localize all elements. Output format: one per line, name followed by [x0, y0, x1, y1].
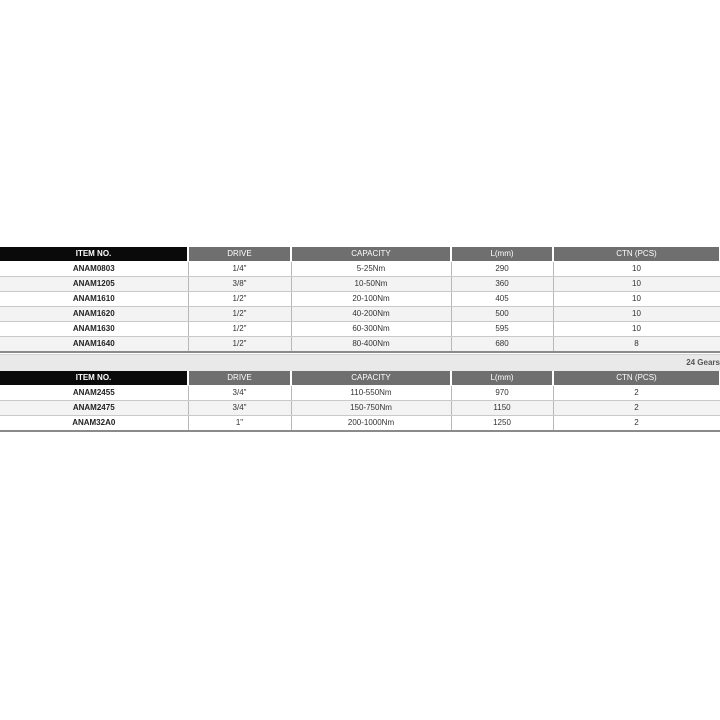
cell-ctn: 10: [553, 262, 720, 277]
cell-drive: 3/4": [188, 386, 291, 401]
cell-ctn: 2: [553, 401, 720, 416]
cell-capacity: 60-300Nm: [291, 322, 451, 337]
table-header-row: [0, 247, 720, 262]
cell-capacity: 110-550Nm: [291, 386, 451, 401]
table-row: [0, 277, 720, 292]
cell-item-no: ANAM32A0: [0, 416, 188, 432]
cell-drive: 1/4": [188, 262, 291, 277]
header-length: L(mm): [451, 247, 553, 262]
large-torque-wrench-spec-table: [0, 371, 720, 432]
header-drive: DRIVE: [188, 247, 291, 262]
cell-ctn: 2: [553, 386, 720, 401]
cell-drive: 1/2": [188, 322, 291, 337]
cell-item-no: ANAM0803: [0, 262, 188, 277]
header-drive: DRIVE: [188, 371, 291, 386]
cell-ctn: 8: [553, 337, 720, 353]
cell-ctn: 10: [553, 322, 720, 337]
cell-drive: 1/2": [188, 307, 291, 322]
header-capacity: CAPACITY: [291, 371, 451, 386]
cell-drive: 3/8": [188, 277, 291, 292]
cell-drive: 3/4": [188, 401, 291, 416]
cell-capacity: 20-100Nm: [291, 292, 451, 307]
cell-item-no: ANAM1205: [0, 277, 188, 292]
cell-ctn: 10: [553, 292, 720, 307]
header-ctn: CTN (PCS): [553, 371, 720, 386]
cell-item-no: ANAM1620: [0, 307, 188, 322]
cell-length: 595: [451, 322, 553, 337]
table-header-row: [0, 371, 720, 386]
cell-ctn: 2: [553, 416, 720, 432]
cell-capacity: 200-1000Nm: [291, 416, 451, 432]
cell-ctn: 10: [553, 307, 720, 322]
section-note: 24 Gears: [686, 358, 720, 367]
cell-length: 1150: [451, 401, 553, 416]
cell-capacity: 40-200Nm: [291, 307, 451, 322]
cell-ctn: 10: [553, 277, 720, 292]
cell-capacity: 150-750Nm: [291, 401, 451, 416]
table-row: [0, 322, 720, 337]
cell-item-no: ANAM1640: [0, 337, 188, 353]
table-row: [0, 292, 720, 307]
header-length: L(mm): [451, 371, 553, 386]
cell-length: 360: [451, 277, 553, 292]
header-ctn: CTN (PCS): [553, 247, 720, 262]
cell-capacity: 10-50Nm: [291, 277, 451, 292]
cell-length: 1250: [451, 416, 553, 432]
header-item-no: ITEM NO.: [0, 247, 188, 262]
cell-item-no: ANAM2475: [0, 401, 188, 416]
table-row: [0, 416, 720, 432]
cell-capacity: 5-25Nm: [291, 262, 451, 277]
cell-length: 500: [451, 307, 553, 322]
table-row: [0, 401, 720, 416]
cell-item-no: ANAM1610: [0, 292, 188, 307]
header-capacity: CAPACITY: [291, 247, 451, 262]
table-row: [0, 307, 720, 322]
cell-drive: 1/2": [188, 337, 291, 353]
cell-length: 405: [451, 292, 553, 307]
table-row: [0, 262, 720, 277]
cell-length: 970: [451, 386, 553, 401]
header-item-no: ITEM NO.: [0, 371, 188, 386]
cell-length: 680: [451, 337, 553, 353]
cell-item-no: ANAM1630: [0, 322, 188, 337]
table-row: [0, 386, 720, 401]
cell-item-no: ANAM2455: [0, 386, 188, 401]
torque-wrench-spec-table: [0, 247, 720, 353]
table-row: [0, 337, 720, 353]
cell-capacity: 80-400Nm: [291, 337, 451, 353]
cell-drive: 1": [188, 416, 291, 432]
cell-length: 290: [451, 262, 553, 277]
section-divider: [0, 354, 720, 372]
cell-drive: 1/2": [188, 292, 291, 307]
